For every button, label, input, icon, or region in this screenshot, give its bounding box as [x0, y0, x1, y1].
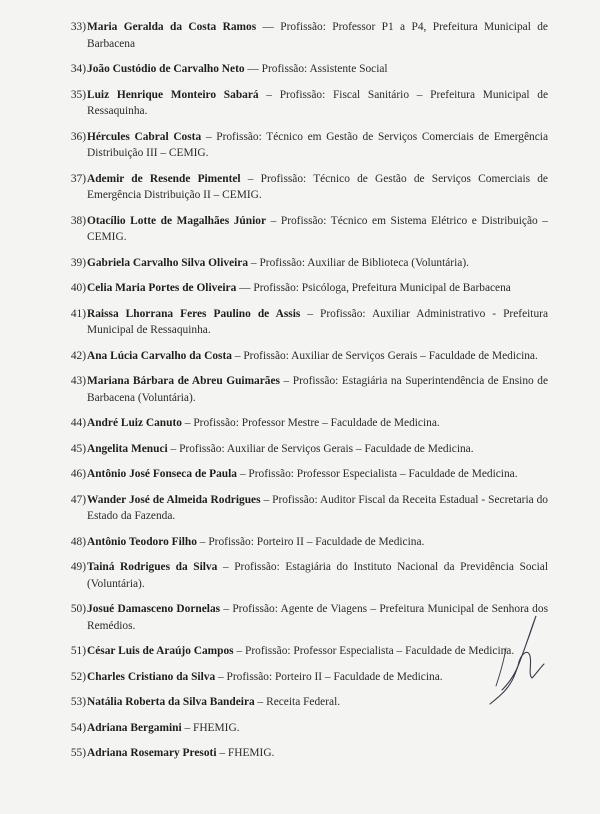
item-number: 34) — [70, 63, 86, 75]
profession-text: — Profissão: Professor P1 a P4, Prefeitura Municipal de Barbacena — [87, 21, 548, 50]
profession-text: – Profissão: Professor Especialista – Faculdade de Medicina. — [236, 468, 518, 480]
profession-text: – Profissão: Auxiliar de Serviços Gerais – Faculdade de Medicina. — [167, 442, 474, 455]
item-number: 54) — [70, 721, 86, 734]
person-name: Mariana Bárbara de Abreu Guimarães — [87, 375, 280, 387]
item-text — [87, 720, 548, 737]
person-name: Adriana Rosemary Presoti — [87, 747, 217, 759]
list-item — [60, 745, 548, 762]
item-text — [87, 306, 548, 339]
item-number: 51) — [70, 645, 86, 657]
profession-text: – Profissão: Estagiária na Superintendência de Ensino de Barbacena (Voluntária). — [87, 375, 549, 404]
item-number: 50) — [70, 603, 86, 615]
list-item — [60, 87, 548, 120]
profession-text: – Profissão: Técnico em Gestão de Serviços Comerciais de Emergência Distribuição III – CEMIG. — [87, 130, 548, 159]
list-item — [60, 255, 548, 272]
profession-text: – Profissão: Porteiro II – Faculdade de Medicina. — [196, 535, 425, 548]
profession-text: – Profissão: Porteiro II – Faculdade de Medicina. — [215, 670, 443, 683]
profession-text: – Profissão: Estagiária do Instituto Nacional da Previdência Social (Voluntária). — [87, 561, 548, 590]
person-name: Adriana Bergamini — [87, 721, 182, 734]
profession-text: – Profissão: Auxiliar Administrativo - Prefeitura Municipal de Ressaquinha. — [87, 307, 549, 336]
item-number: 45) — [70, 442, 86, 455]
item-text — [87, 87, 548, 120]
item-text — [87, 19, 548, 52]
person-name: Antônio José Fonseca de Paula — [87, 468, 237, 480]
item-text — [87, 171, 548, 204]
item-number: 53) — [70, 696, 86, 708]
item-text — [87, 441, 548, 458]
person-name: Otacílio Lotte de Magalhães Júnior — [87, 214, 267, 227]
person-name: Raissa Lhorrana Feres Paulino de Assis — [87, 307, 301, 320]
person-name: Antônio Teodoro Filho — [87, 535, 197, 548]
list-item — [60, 129, 548, 162]
item-number: 48) — [70, 535, 86, 548]
item-text — [87, 348, 548, 365]
item-text — [87, 255, 548, 272]
list-item — [60, 720, 548, 737]
person-name: João Custódio de Carvalho Neto — [87, 63, 245, 75]
person-name: Tainá Rodrigues da Silva — [87, 561, 218, 573]
person-name: Maria Geralda da Costa Ramos — [87, 21, 257, 33]
profession-text: – Profissão: Técnico em Sistema Elétrico e Distribuição – CEMIG. — [87, 214, 548, 243]
item-text — [87, 559, 548, 592]
list-item — [60, 213, 548, 246]
item-number: 38) — [70, 214, 86, 227]
person-name: Charles Cristiano da Silva — [87, 670, 216, 683]
profession-text: – FHEMIG. — [181, 721, 240, 734]
person-name: César Luis de Araújo Campos — [87, 645, 234, 657]
item-number: 39) — [70, 256, 86, 269]
handwritten-signature — [470, 604, 550, 714]
item-text — [87, 129, 548, 162]
list-item — [60, 415, 548, 432]
person-name: André Luiz Canuto — [87, 417, 182, 429]
person-name: Luiz Henrique Monteiro Sabará — [87, 88, 259, 101]
list-item — [60, 348, 548, 365]
profession-text: – FHEMIG. — [216, 747, 275, 759]
item-number: 40) — [70, 282, 86, 294]
profession-text: – Profissão: Auditor Fiscal da Receita Estadual - Secretaria do Estado da Fazenda. — [87, 493, 548, 522]
list-item — [60, 466, 548, 483]
profession-text: – Profissão: Professor Mestre – Faculdade de Medicina. — [181, 417, 440, 429]
item-text — [87, 466, 548, 483]
item-number: 36) — [70, 130, 86, 143]
item-text — [87, 492, 548, 525]
profession-text: – Profissão: Auxiliar de Serviços Gerais – Faculdade de Medicina. — [231, 349, 538, 362]
profession-text: – Profissão: Agente de Viagens – Prefeitura Municipal de Senhora dos Remédios. — [87, 603, 549, 632]
item-number: 44) — [70, 417, 86, 429]
list-item — [60, 306, 548, 339]
list-item — [60, 171, 548, 204]
profession-text: – Profissão: Auxiliar de Biblioteca (Voluntária). — [248, 256, 469, 269]
profession-text: — Profissão: Assistente Social — [244, 63, 388, 75]
list-item — [60, 19, 548, 52]
item-number: 49) — [70, 561, 86, 573]
profession-text: – Profissão: Professor Especialista – Faculdade de Medicina. — [233, 645, 515, 657]
item-number: 47) — [70, 493, 86, 506]
item-text — [87, 534, 548, 551]
item-number: 37) — [70, 172, 86, 185]
person-name: Natália Roberta da Silva Bandeira — [87, 696, 255, 708]
person-name: Angelita Menuci — [87, 442, 168, 455]
item-text — [87, 415, 548, 432]
item-number: 52) — [70, 670, 86, 683]
item-number: 41) — [70, 307, 86, 320]
list-item — [60, 559, 548, 592]
list-item — [60, 492, 548, 525]
list-item — [60, 441, 548, 458]
list-item — [60, 534, 548, 551]
item-text — [87, 373, 548, 406]
person-name: Hércules Cabral Costa — [87, 130, 202, 143]
profession-text: – Profissão: Fiscal Sanitário – Prefeitura Municipal de Ressaquinha. — [87, 88, 548, 117]
item-text — [87, 61, 548, 78]
person-name: Gabriela Carvalho Silva Oliveira — [87, 256, 249, 269]
person-name: Josué Damasceno Dornelas — [87, 603, 221, 615]
item-number: 55) — [70, 747, 86, 759]
person-name: Celia Maria Portes de Oliveira — [87, 282, 237, 294]
profession-text: – Receita Federal. — [254, 696, 341, 708]
item-text — [87, 745, 548, 762]
person-name: Ana Lúcia Carvalho da Costa — [87, 349, 232, 362]
profession-text: — Profissão: Psicóloga, Prefeitura Municipal de Barbacena — [236, 282, 511, 294]
item-number: 35) — [70, 88, 86, 101]
profession-text: – Profissão: Técnico de Gestão de Serviços Comerciais de Emergência Distribuição II – CEMIG. — [87, 172, 548, 201]
list-item — [60, 373, 548, 406]
person-name: Ademir de Resende Pimentel — [87, 172, 241, 185]
list-item — [60, 61, 548, 78]
item-number: 42) — [70, 349, 86, 362]
item-number: 43) — [70, 375, 86, 387]
item-text — [87, 213, 548, 246]
person-name: Wander José de Almeida Rodrigues — [87, 493, 261, 506]
item-text — [87, 280, 548, 297]
list-item — [60, 280, 548, 297]
item-number: 46) — [70, 468, 86, 480]
item-number: 33) — [70, 21, 86, 33]
